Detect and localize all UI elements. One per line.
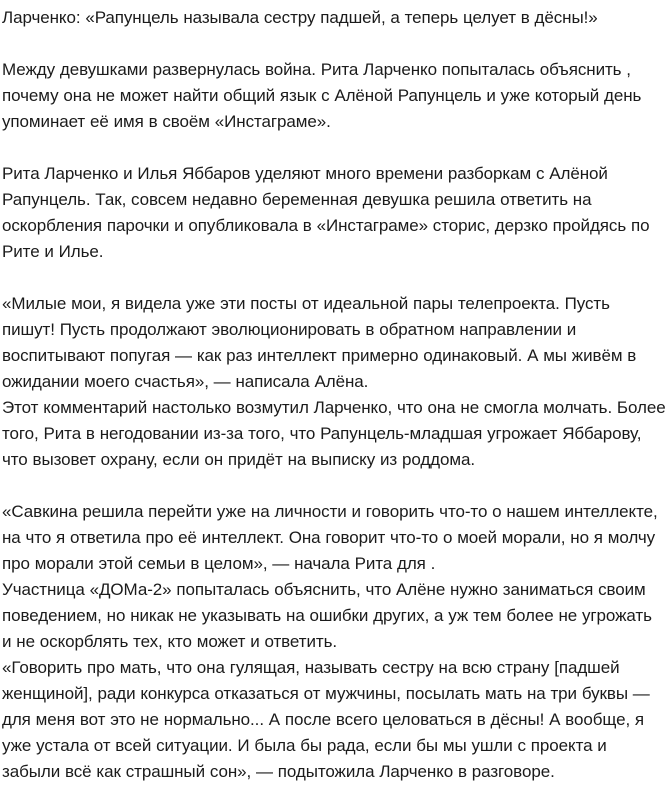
paragraph-reaction: Этот комментарий настолько возмутил Ларченко, что она не смогла молчать. Более того, Рита в негодовании из-за того, что Рапунцель-младшая угрожает Яббарову, что вызовет охрану, если он придёт на выписку из роддома. [2, 398, 666, 469]
paragraph-rita-quote-2: «Говорить про мать, что она гулящая, называть сестру на всю страну [падшей женщиной], ради конкурса отказаться от мужчины, посылать мать на три буквы — для меня вот это не нормально... А после всего целоваться в дёсны! А вообще, я уже устала от всей ситуации. И была бы рада, если бы мы ушли с проекта и забыли всё как страшный сон», — подытожила Ларченко в разговоре. [2, 658, 650, 781]
paragraph-intro: Между девушками развернулась война. Рита Ларченко попыталась объяснить , почему она не может найти общий язык с Алёной Рапунцель и уже который день упоминает её имя в своём «Инстаграме». [2, 60, 642, 131]
paragraph-alena-quote: «Милые мои, я видела уже эти посты от идеальной пары телепроекта. Пусть пишут! Пусть продолжают эволюционировать в обратном направлении и воспитывают попугая — как раз интеллект примерно одинаковый. А мы живём в ожидании моего счастья», — написала Алёна. [2, 294, 637, 391]
paragraph-rita-explanation: Участница «ДОМа-2» попыталась объяснить, что Алёне нужно заниматься своим поведением, но никак не указывать на ошибки других, а уж тем более не угрожать и не оскорблять тех, кто может и ответить. [2, 580, 652, 651]
paragraph-headline: Ларченко: «Рапунцель называла сестру падшей, а теперь целует в дёсны!» [2, 8, 598, 27]
article-body [0, 5, 666, 785]
paragraph-context: Рита Ларченко и Илья Яббаров уделяют много времени разборкам с Алёной Рапунцель. Так, совсем недавно беременная девушка решила ответить на оскорбления парочки и опубликовала в «Инстаграме» сторис, дерзко пройдясь по Рите и Илье. [2, 164, 650, 261]
paragraph-rita-quote-1: «Савкина решила перейти уже на личности и говорить что-то о нашем интеллекте, на что я ответила про её интеллект. Она говорит что-то о моей морали, но я молчу про морали этой семьи в целом», — начала Рита для . [2, 502, 658, 573]
